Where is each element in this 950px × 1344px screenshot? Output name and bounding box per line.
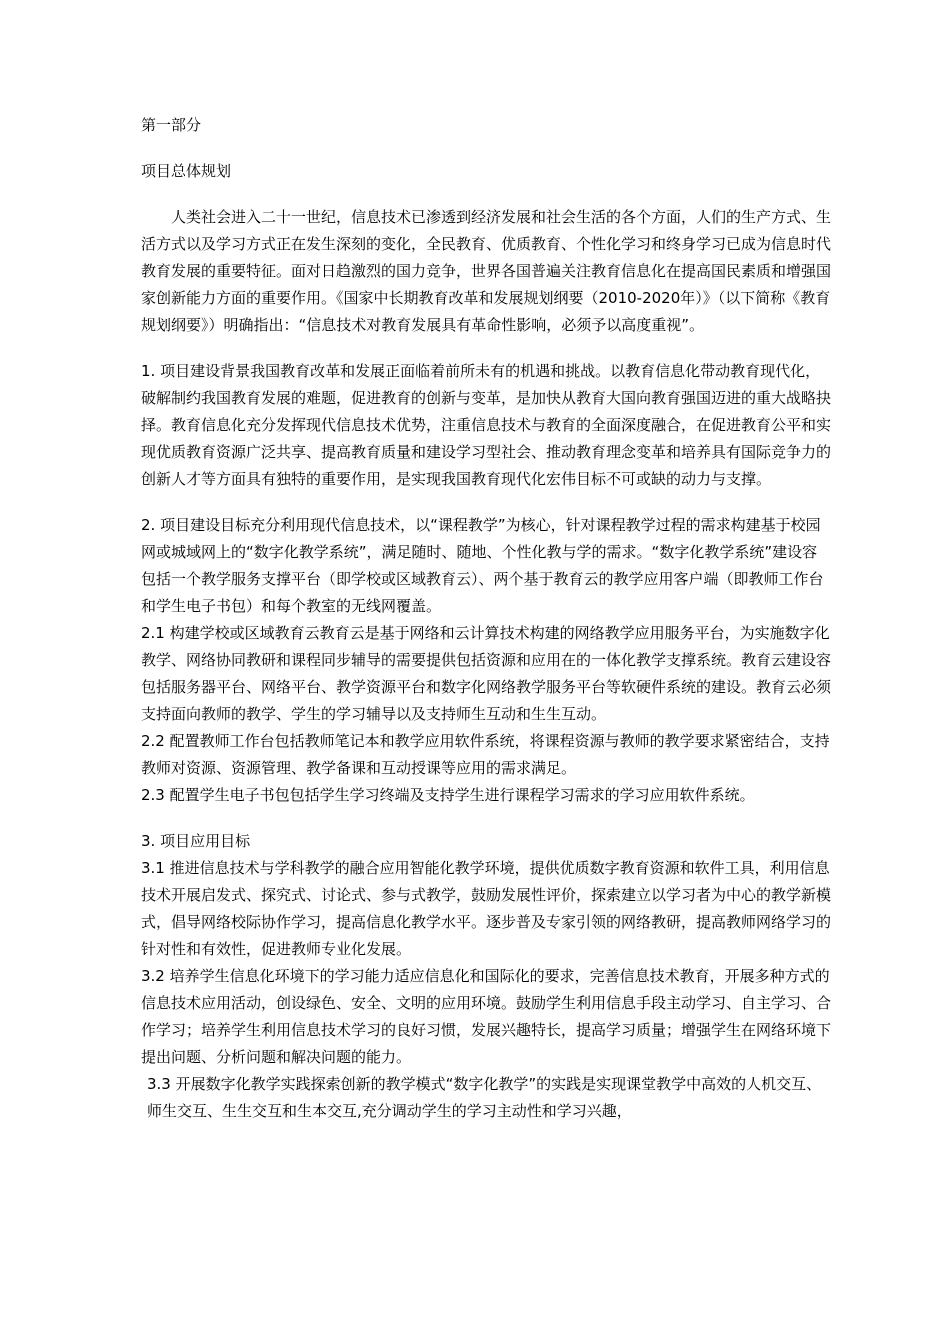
paragraph-2-1-edu-cloud: 2.1 构建学校或区域教育云教育云是基于网络和云计算技术构建的网络教学应用服务平台，为实施数字化教学、网络协同教研和课程同步辅导的需要提供包括资源和应用在的一体化教学支撑系统。教育云建设容包括服务器平台、网络平台、教学资源平台和数字化网络教学服务平台等软硬件系统的建设。教育云必须支持面向教师的教学、学生的学习辅导以及支持师生互动和生生互动。	[141, 624, 832, 723]
paragraph-3-2: 3.2 培养学生信息化环境下的学习能力适应信息化和国际化的要求，完善信息技术教育，开展多种方式的信息技术应用活动，创设绿色、安全、文明的应用环境。鼓励学生利用信息手段主动学习、自主学习、合作学习；培养学生利用信息技术学习的良好习惯，发展兴趣特长，提高学习质量；增强学生在网络环境下提出问题、分析问题和解决问题的能力。	[141, 967, 832, 1066]
intro-paragraph: 人类社会进入二十一世纪，信息技术已渗透到经济发展和社会生活的各个方面，人们的生产方式、生活方式以及学习方式正在发生深刻的变化，全民教育、优质教育、个性化学习和终身学习已成为信息时代教育发展的重要特征。面对日趋激烈的国力竞争，世界各国普遍关注教育信息化在提高国民素质和增强国家创新能力方面的重要作用。《国家中长期教育改革和发展规划纲要（2010-2020年）》（以下简称《教育规划纲要》）明确指出：“信息技术对教育发展具有革命性影响，必须予以高度重视”。	[141, 208, 832, 334]
paragraph-2-3-student-ebook: 2.3 配置学生电子书包包括学生学习终端及支持学生进行课程学习需求的学习应用软件系统。	[141, 786, 755, 804]
section-title: 项目总体规划	[141, 162, 232, 180]
paragraph-3-3: 3.3 开展数字化教学实践探索创新的教学模式“数字化教学”的实践是实现课堂教学中高效的人机交互、师生交互、生生交互和生本交互,充分调动学生的学习主动性和学习兴趣，	[147, 1075, 822, 1120]
document-body	[141, 112, 831, 1125]
paragraph-3-1: 3.1 推进信息技术与学科教学的融合应用智能化教学环境，提供优质数字教育资源和软件工具，利用信息技术开展启发式、探究式、讨论式、参与式教学，鼓励发展性评价，探索建立以学习者为中心的教学新模式，倡导网络校际协作学习，提高信息化教学水平。逐步普及专家引领的网络教研，提高教师网络学习的针对性和有效性，促进教师专业化发展。	[141, 859, 832, 958]
paragraph-2-goals: 2. 项目建设目标充分利用现代信息技术，以“课程教学”为核心，针对课程教学过程的需求构建基于校园网或城域网上的“数字化教学系统”，满足随时、随地、个性化教与学的需求。“数字化教学系统”建设容包括一个教学服务支撑平台（即学校或区域教育云）、两个基于教育云的教学应用客户端（即教师工作台和学生电子书包）和每个教室的无线网覆盖。	[141, 516, 824, 615]
paragraph-1-background: 1. 项目建设背景我国教育改革和发展正面临着前所未有的机遇和挑战。以教育信息化带动教育现代化，破解制约我国教育发展的难题，促进教育的创新与变革，是加快从教育大国向教育强国迈进的重大战略抉择。教育信息化充分发挥现代信息技术优势，注重信息技术与教育的全面深度融合，在促进教育公平和实现优质教育资源广泛共享、提高教育质量和建设学习型社会、推动教育理念变革和培养具有国际竞争力的创新人才等方面具有独特的重要作用，是实现我国教育现代化宏伟目标不可或缺的动力与支撑。	[141, 362, 832, 488]
paragraph-2-2-teacher-workstation: 2.2 配置教师工作台包括教师笔记本和教学应用软件系统，将课程资源与教师的教学要求紧密结合，支持教师对资源、资源管理、教学备课和互动授课等应用的需求满足。	[141, 732, 830, 777]
part-label: 第一部分	[141, 116, 202, 134]
paragraph-3-application-goals: 3. 项目应用目标	[141, 832, 251, 850]
